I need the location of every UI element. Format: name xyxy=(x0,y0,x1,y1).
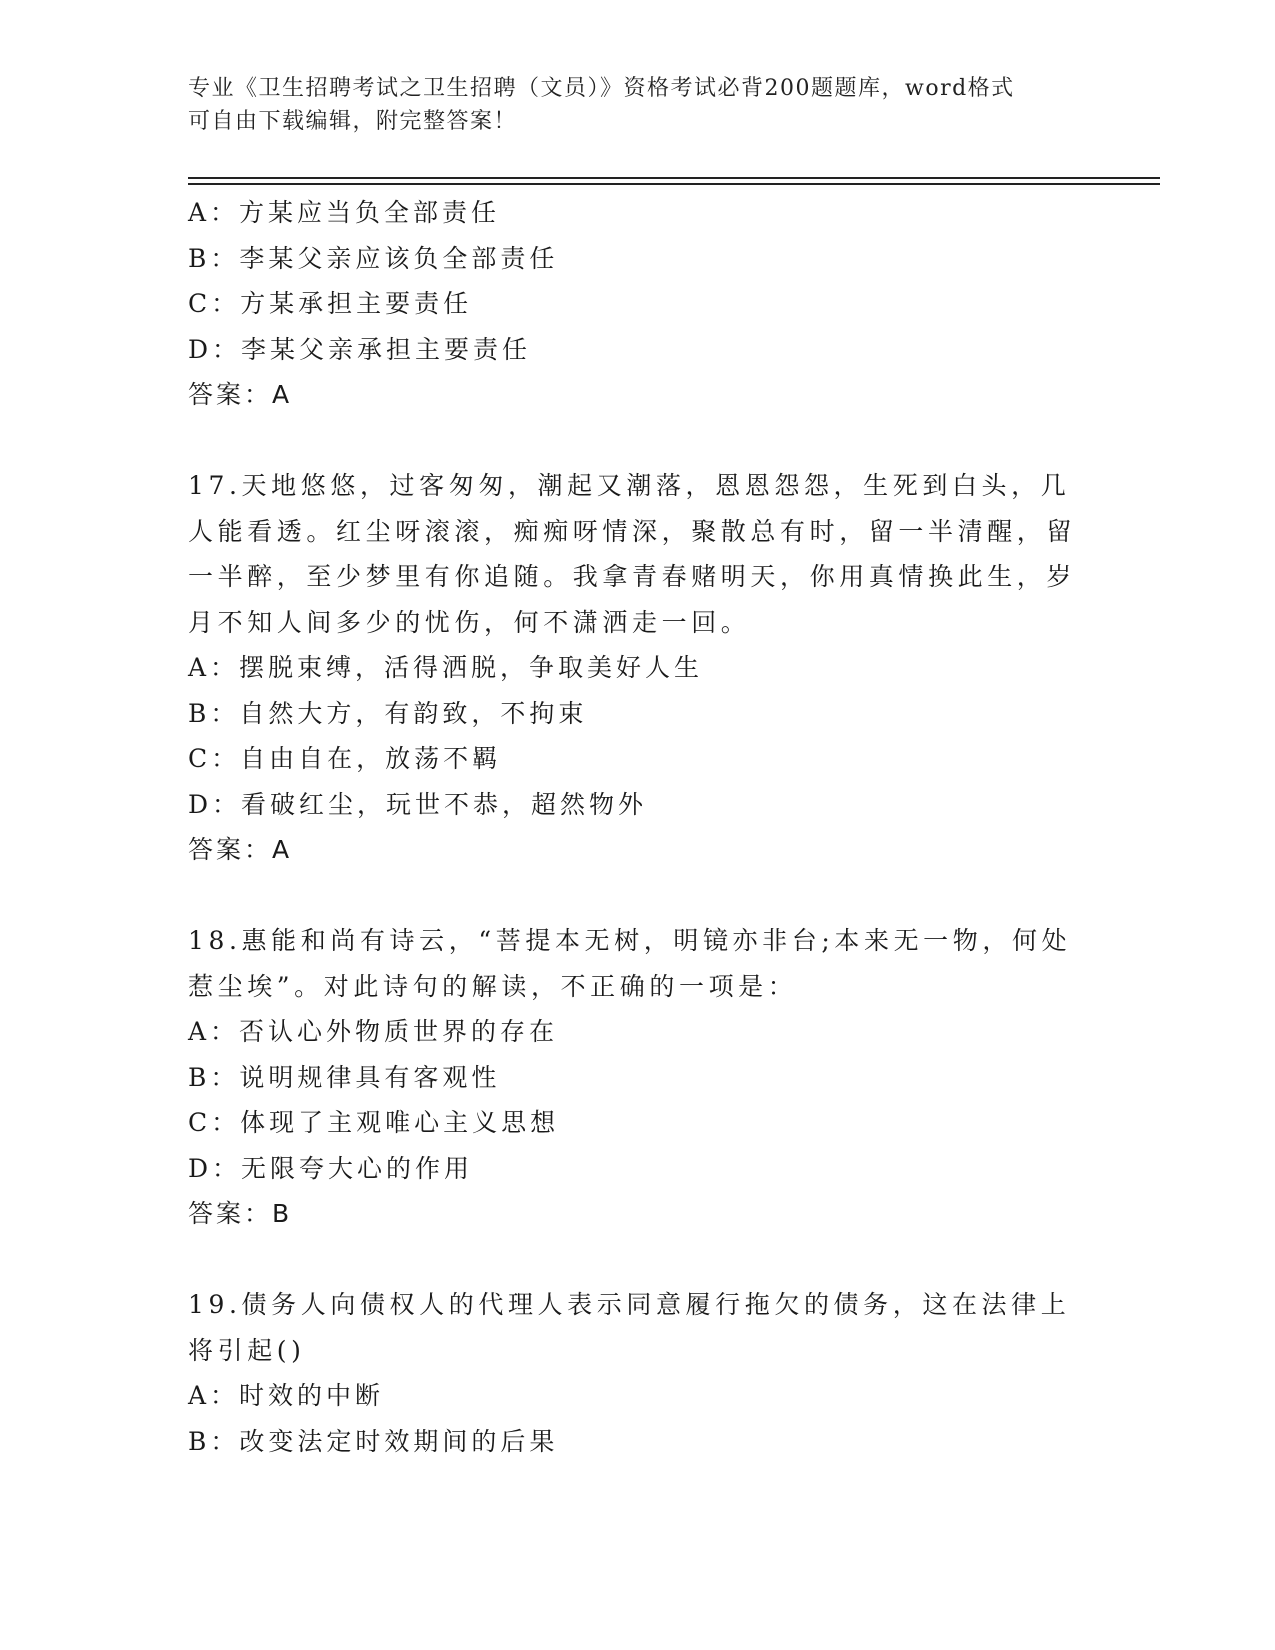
answer-line: 答案：A xyxy=(188,835,293,864)
question-stem: 19.债务人向债权人的代理人表示同意履行拖欠的债务，这在法律上将引起() xyxy=(188,1290,1071,1365)
question-17 xyxy=(188,463,1088,873)
header-rule-top xyxy=(188,177,1160,179)
option-b: B：改变法定时效期间的后果 xyxy=(188,1426,559,1456)
question-18 xyxy=(188,918,1088,1237)
option-b: B：自然大方，有韵致，不拘束 xyxy=(188,698,588,728)
header-rule-bottom xyxy=(188,183,1160,185)
answer-line: 答案：B xyxy=(188,1199,293,1228)
question-stem: 17.天地悠悠，过客匆匆，潮起又潮落，恩恩怨怨，生死到白头，几人能看透。红尘呀滚滚，痴痴呀情深，聚散总有时，留一半清醒，留一半醉，至少梦里有你追随。我拿青春赌明天，你用真情换此生，岁月不知人间多少的忧伤，何不潇洒走一回。 xyxy=(188,471,1077,637)
document-header xyxy=(188,72,1088,138)
option-d: D：无限夸大心的作用 xyxy=(188,1153,474,1183)
question-stem: 18.惠能和尚有诗云，“菩提本无树，明镜亦非台;本来无一物，何处惹尘埃”。对此诗句的解读，不正确的一项是： xyxy=(188,926,1072,1001)
question-16 xyxy=(188,190,1088,418)
option-c: C：自由自在，放荡不羁 xyxy=(188,744,502,773)
question-19 xyxy=(188,1282,1088,1464)
option-d: D：李某父亲承担主要责任 xyxy=(188,334,532,364)
option-a: A：方某应当负全部责任 xyxy=(188,198,501,227)
option-d: D：看破红尘，玩世不恭，超然物外 xyxy=(188,789,648,819)
answer-line: 答案：A xyxy=(188,380,293,409)
spacer xyxy=(188,873,1088,919)
option-c: C：体现了主观唯心主义思想 xyxy=(188,1108,560,1137)
option-c: C：方某承担主要责任 xyxy=(188,289,473,318)
option-a: A：否认心外物质世界的存在 xyxy=(188,1017,559,1046)
option-b: B：李某父亲应该负全部责任 xyxy=(188,243,559,273)
option-a: A：摆脱束缚，活得洒脱，争取美好人生 xyxy=(188,653,704,682)
header-line-2: 可自由下载编辑，附完整答案！ xyxy=(188,109,518,134)
spacer xyxy=(188,1237,1088,1283)
header-line-1: 专业《卫生招聘考试之卫生招聘（文员）》资格考试必背200题题库，word格式 xyxy=(188,76,1015,101)
question-list xyxy=(188,190,1088,1464)
option-b: B：说明规律具有客观性 xyxy=(188,1062,501,1092)
spacer xyxy=(188,418,1088,464)
option-a: A：时效的中断 xyxy=(188,1381,385,1410)
